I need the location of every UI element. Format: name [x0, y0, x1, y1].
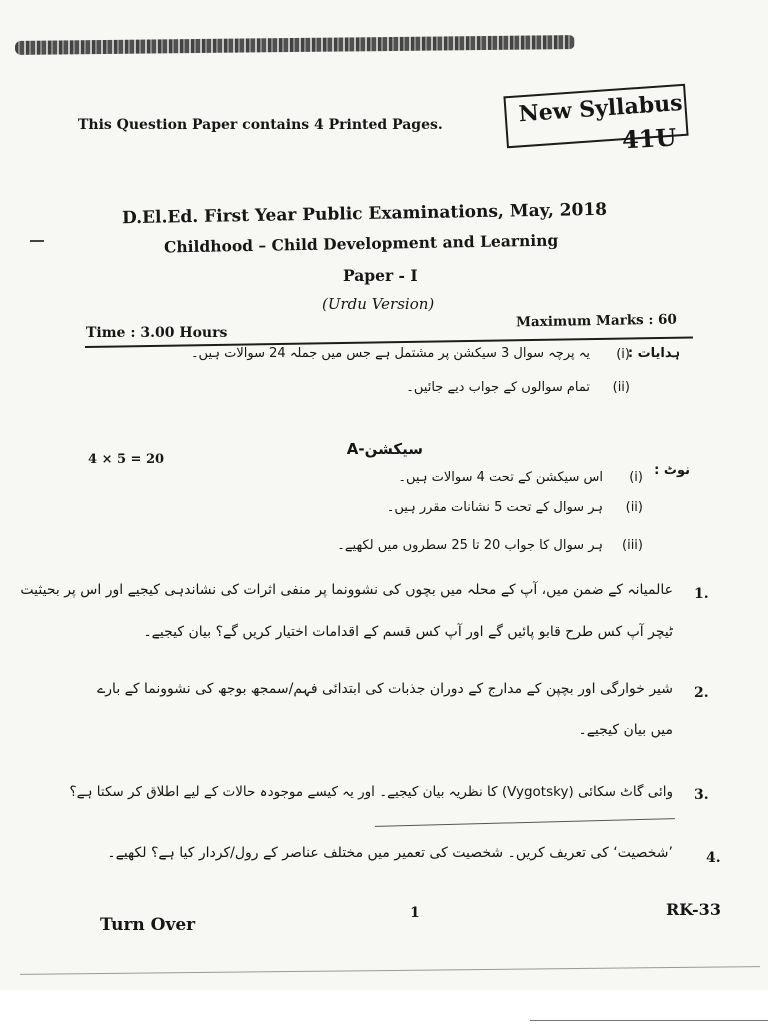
- footer-rule: [20, 966, 760, 975]
- maximum-marks: Maximum Marks : 60: [515, 311, 678, 331]
- version-label: (Urdu Version): [322, 295, 435, 313]
- question-number: 2.: [694, 685, 709, 701]
- instruction-text: تمام سوالوں کے جواب دیے جائیں۔: [406, 380, 590, 395]
- paper-code: 41U: [621, 122, 678, 155]
- instruction-number: (ii): [612, 380, 630, 395]
- question-number: 4.: [706, 850, 721, 866]
- paper-serial-code: RK-33: [666, 900, 721, 919]
- question-text: ٹیچر آپ کس طرح قابو پائیں گے اور آپ کس قسم کے اقدامات اختیار کریں گے؟ بیان کیجیے۔: [143, 624, 673, 640]
- subject-title: Childhood – Child Development and Learning: [163, 230, 559, 257]
- syllabus-label: New Syllabus: [517, 89, 684, 128]
- paper-number: Paper - I: [343, 266, 418, 285]
- question-text: میں بیان کیجیے۔: [578, 722, 673, 738]
- page-number: 1: [410, 905, 420, 921]
- question-text: عالمیانہ کے ضمن میں، آپ کے محلہ میں بچوں کی نشوونما پر منفی اثرات کی نشاندہی کیجیے اور اس پر بحیثیت: [20, 582, 673, 598]
- note-heading: نوٹ :: [654, 463, 690, 478]
- instruction-text: یہ پرچہ سوال 3 سیکشن پر مشتمل ہے جس میں جملہ 24 سوالات ہیں۔: [190, 346, 590, 361]
- question-number: 3.: [694, 787, 709, 803]
- question-text: ’شخصیت‘ کی تعریف کریں۔ شخصیت کی تعمیر میں مختلف عناصر کے رول/کردار کیا ہے؟ لکھیے۔: [107, 845, 673, 861]
- instruction-number: (i): [616, 347, 630, 362]
- note-text: ہر سوال کے تحت 5 نشانات مقرر ہیں۔: [386, 500, 603, 515]
- note-number: (ii): [625, 500, 643, 515]
- torn-edge: [15, 35, 575, 55]
- note-number: (iii): [622, 538, 643, 553]
- corner-rule: [530, 1020, 768, 1021]
- pages-note: This Question Paper contains 4 Printed Pages.: [78, 117, 443, 133]
- section-marks: 4 × 5 = 20: [88, 452, 165, 467]
- note-text: اس سیکشن کے تحت 4 سوالات ہیں۔: [398, 470, 603, 485]
- question-number: 1.: [694, 586, 709, 602]
- underline-stroke: [375, 818, 675, 827]
- scan-margin: [0, 990, 768, 1024]
- section-title: سیکشن-A: [346, 440, 423, 458]
- question-text: وائی گاٹ سکائی (Vygotsky) کا نظریہ بیان کیجیے۔ اور یہ کیسے موجودہ حالات کے لیے اطلاق کر سکتا ہے؟: [69, 784, 673, 800]
- exam-title: D.El.Ed. First Year Public Examinations, May, 2018: [121, 199, 608, 229]
- question-text: شیر خوارگی اور بچپن کے مدارج کے دوران جذبات کی ابتدائی فہم/سمجھ بوجھ کی نشوونما کے بارے: [97, 681, 673, 697]
- turn-over-label: Turn Over: [100, 915, 196, 935]
- note-number: (i): [629, 470, 643, 485]
- instructions-heading: ہدایات :: [627, 346, 680, 361]
- time-allowed: Time : 3.00 Hours: [86, 325, 228, 341]
- note-text: ہر سوال کا جواب 20 تا 25 سطروں میں لکھیے۔: [337, 538, 603, 553]
- margin-mark: [30, 240, 44, 242]
